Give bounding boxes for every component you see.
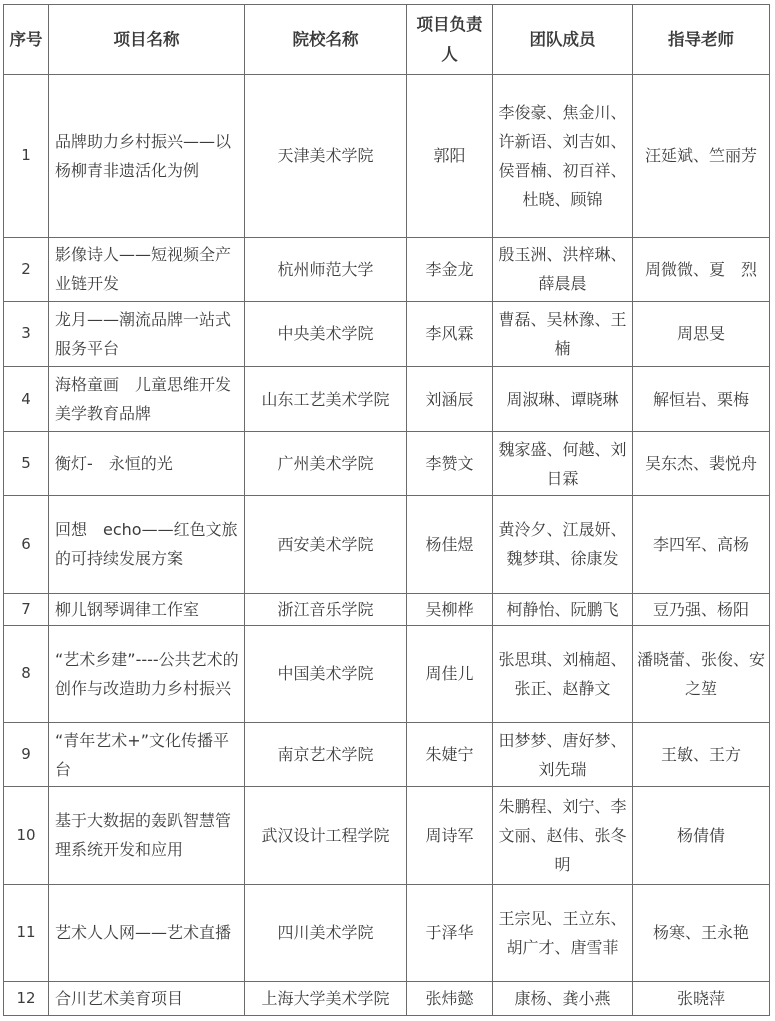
cell-index: 12 [4, 981, 49, 1015]
cell-school: 浙江音乐学院 [245, 593, 407, 625]
cell-leader: 周佳儿 [407, 625, 493, 722]
cell-advisor: 张晓萍 [633, 981, 770, 1015]
table-row [4, 723, 770, 787]
cell-members: 田梦梦、唐好梦、刘先瑞 [493, 723, 633, 787]
cell-school: 杭州师范大学 [245, 237, 407, 301]
header-leader: 项目负责人 [407, 5, 493, 75]
cell-school: 广州美术学院 [245, 432, 407, 496]
cell-school: 山东工艺美术学院 [245, 366, 407, 431]
header-project-name: 项目名称 [49, 5, 245, 75]
cell-leader: 周诗军 [407, 787, 493, 884]
table-row [4, 625, 770, 722]
cell-leader: 吴柳桦 [407, 593, 493, 625]
cell-advisor: 杨倩倩 [633, 787, 770, 884]
cell-index: 4 [4, 366, 49, 431]
cell-index: 10 [4, 787, 49, 884]
table-row [4, 366, 770, 431]
cell-index: 1 [4, 75, 49, 238]
cell-index: 3 [4, 301, 49, 366]
table-row [4, 75, 770, 238]
cell-advisor: 周微微、夏 烈 [633, 237, 770, 301]
cell-index: 8 [4, 625, 49, 722]
cell-project-name: “艺术乡建”----公共艺术的创作与改造助力乡村振兴 [49, 625, 245, 722]
cell-project-name: 艺术人人网——艺术直播 [49, 884, 245, 981]
cell-school: 武汉设计工程学院 [245, 787, 407, 884]
cell-members: 康杨、龚小燕 [493, 981, 633, 1015]
cell-project-name: 衡灯- 永恒的光 [49, 432, 245, 496]
cell-advisor: 汪延斌、竺丽芳 [633, 75, 770, 238]
cell-index: 6 [4, 496, 49, 593]
cell-members: 柯静怡、阮鹏飞 [493, 593, 633, 625]
cell-school: 天津美术学院 [245, 75, 407, 238]
cell-members: 张思琪、刘楠超、张正、赵静文 [493, 625, 633, 722]
cell-leader: 李风霖 [407, 301, 493, 366]
cell-advisor: 李四军、高杨 [633, 496, 770, 593]
cell-advisor: 潘晓蕾、张俊、安之堃 [633, 625, 770, 722]
cell-advisor: 吴东杰、裴悦舟 [633, 432, 770, 496]
cell-index: 11 [4, 884, 49, 981]
table-row [4, 981, 770, 1015]
cell-members: 王宗见、王立东、胡广才、唐雪菲 [493, 884, 633, 981]
cell-project-name: 海格童画 儿童思维开发美学教育品牌 [49, 366, 245, 431]
cell-leader: 朱婕宁 [407, 723, 493, 787]
header-index: 序号 [4, 5, 49, 75]
cell-advisor: 周思旻 [633, 301, 770, 366]
cell-school: 上海大学美术学院 [245, 981, 407, 1015]
cell-school: 南京艺术学院 [245, 723, 407, 787]
table-row [4, 432, 770, 496]
cell-school: 四川美术学院 [245, 884, 407, 981]
table-row [4, 593, 770, 625]
cell-leader: 李赞文 [407, 432, 493, 496]
header-row [4, 5, 770, 75]
cell-members: 周淑琳、谭晓琳 [493, 366, 633, 431]
cell-members: 殷玉洲、洪梓琳、薛晨晨 [493, 237, 633, 301]
cell-leader: 张炜懿 [407, 981, 493, 1015]
cell-leader: 李金龙 [407, 237, 493, 301]
cell-school: 中央美术学院 [245, 301, 407, 366]
table-row [4, 496, 770, 593]
project-table [3, 4, 770, 1016]
cell-project-name: 柳儿钢琴调律工作室 [49, 593, 245, 625]
cell-leader: 郭阳 [407, 75, 493, 238]
cell-advisor: 解恒岩、栗梅 [633, 366, 770, 431]
cell-leader: 杨佳煜 [407, 496, 493, 593]
header-members: 团队成员 [493, 5, 633, 75]
cell-leader: 于泽华 [407, 884, 493, 981]
cell-project-name: 合川艺术美育项目 [49, 981, 245, 1015]
cell-project-name: “青年艺术+”文化传播平台 [49, 723, 245, 787]
table-row [4, 787, 770, 884]
cell-members: 李俊豪、焦金川、许新语、刘吉如、侯晋楠、初百祥、杜晓、顾锦 [493, 75, 633, 238]
table-row [4, 884, 770, 981]
table-row [4, 237, 770, 301]
cell-advisor: 豆乃强、杨阳 [633, 593, 770, 625]
cell-index: 5 [4, 432, 49, 496]
cell-index: 7 [4, 593, 49, 625]
cell-project-name: 影像诗人——短视频全产业链开发 [49, 237, 245, 301]
cell-project-name: 品牌助力乡村振兴——以杨柳青非遗活化为例 [49, 75, 245, 238]
header-advisor: 指导老师 [633, 5, 770, 75]
cell-project-name: 基于大数据的轰趴智慧管理系统开发和应用 [49, 787, 245, 884]
cell-project-name: 回想 echo——红色文旅的可持续发展方案 [49, 496, 245, 593]
cell-project-name: 龙月——潮流品牌一站式服务平台 [49, 301, 245, 366]
cell-index: 9 [4, 723, 49, 787]
cell-leader: 刘涵辰 [407, 366, 493, 431]
cell-members: 朱鹏程、刘宁、李文丽、赵伟、张冬明 [493, 787, 633, 884]
table-row [4, 301, 770, 366]
cell-members: 魏家盛、何越、刘日霖 [493, 432, 633, 496]
header-school: 院校名称 [245, 5, 407, 75]
cell-advisor: 杨寒、王永艳 [633, 884, 770, 981]
cell-school: 中国美术学院 [245, 625, 407, 722]
cell-advisor: 王敏、王方 [633, 723, 770, 787]
cell-index: 2 [4, 237, 49, 301]
cell-members: 黄泠夕、江晟妍、魏梦琪、徐康发 [493, 496, 633, 593]
cell-school: 西安美术学院 [245, 496, 407, 593]
cell-members: 曹磊、吴林豫、王楠 [493, 301, 633, 366]
